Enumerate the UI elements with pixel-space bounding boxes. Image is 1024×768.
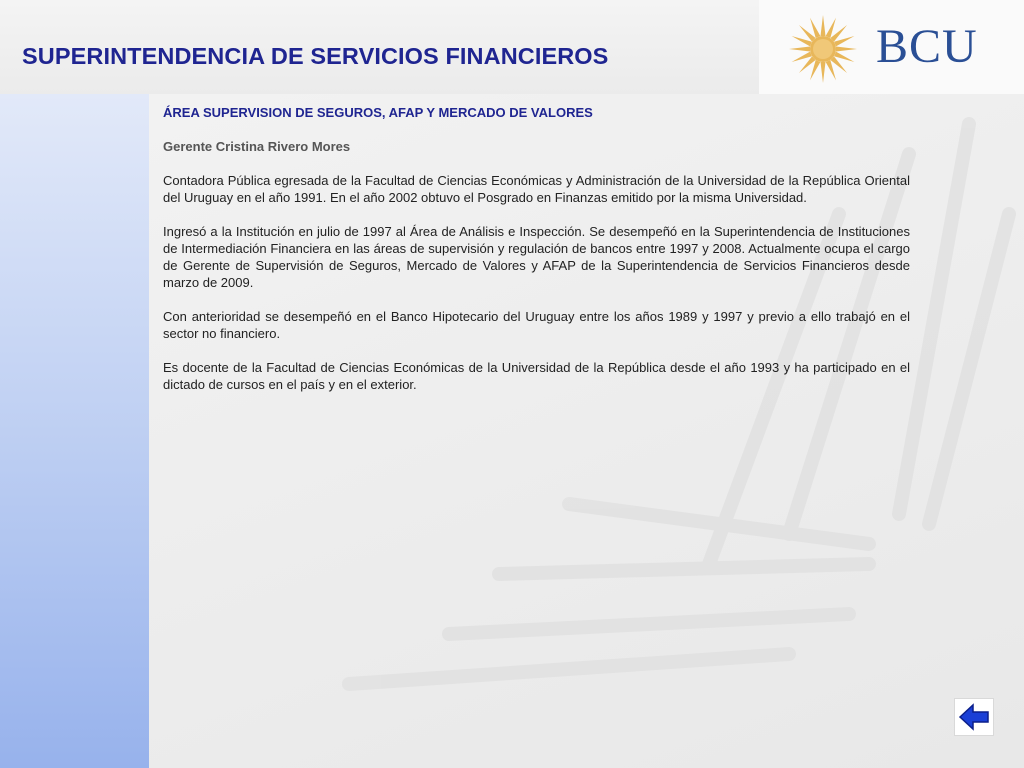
- sidebar-panel: [0, 94, 149, 768]
- area-heading: ÁREA SUPERVISION DE SEGUROS, AFAP Y MERCADO DE VALORES: [163, 105, 593, 120]
- paragraph-career: Ingresó a la Institución en julio de 1997 al Área de Análisis e Inspección. Se desempeñó en la Superintendencia de Instituciones de Intermediación Financiera en las áreas de supervisión y regulación de bancos entre 1997 y 2008. Actualmente ocupa el cargo de Gerente de Supervisión de Seguros, Mercado de Valores y AFAP de la Superintendencia de Servicios Financieros desde marzo de 2009.: [163, 224, 910, 290]
- back-arrow-icon: [958, 702, 990, 732]
- paragraph-education: Contadora Pública egresada de la Facultad de Ciencias Económicas y Administración de la Universidad de la República Oriental del Uruguay en el año 1991. En el año 2002 obtuvo el Posgrado en Finanzas emitido por la misma Universidad.: [163, 173, 910, 205]
- paragraph-teaching: Es docente de la Facultad de Ciencias Económicas de la Universidad de la República desde el año 1993 y ha participado en el dictado de cursos en el país y en el exterior.: [163, 360, 910, 392]
- back-button[interactable]: [954, 698, 994, 736]
- paragraph-prior-experience: Con anterioridad se desempeñó en el Banco Hipotecario del Uruguay entre los años 1989 y 1997 y previo a ello trabajó en el sector no financiero.: [163, 309, 910, 341]
- manager-name: Gerente Cristina Rivero Mores: [163, 139, 351, 154]
- content-body: [163, 104, 910, 410]
- bcu-logo-text: BCU: [876, 20, 978, 73]
- sun-icon: [788, 14, 858, 84]
- page-title: SUPERINTENDENCIA DE SERVICIOS FINANCIEROS: [22, 43, 609, 69]
